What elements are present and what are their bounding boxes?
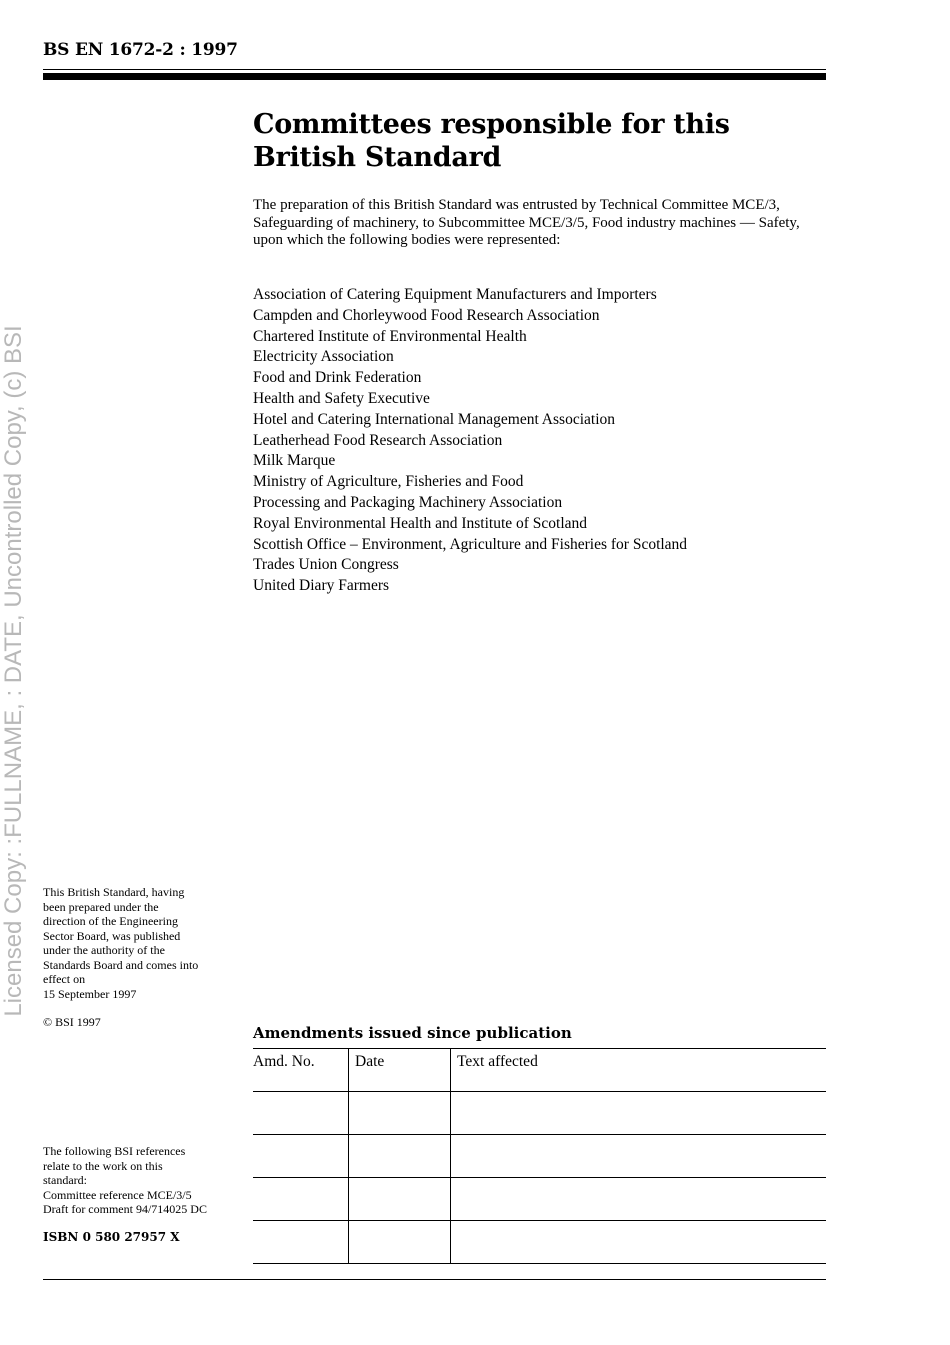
- table-cell: [451, 1178, 827, 1221]
- publication-line: been prepared under the: [43, 899, 159, 914]
- list-item: Food and Drink Federation: [253, 369, 422, 387]
- title-line-1: Committees responsible for this: [253, 109, 730, 140]
- list-item: Health and Safety Executive: [253, 389, 430, 407]
- draft-reference: Draft for comment 94/714025 DC: [43, 1202, 207, 1216]
- list-item: Milk Marque: [253, 452, 336, 470]
- table-row: [253, 1178, 826, 1221]
- publication-line: This British Standard, having: [43, 885, 185, 899]
- table-row: [253, 1135, 826, 1178]
- title-line-2: British Standard: [253, 142, 502, 173]
- footer-rule: [43, 1279, 826, 1280]
- publication-line: under the authority of the: [43, 943, 165, 957]
- amendments-title: Amendments issued since publication: [253, 1024, 572, 1042]
- list-item: Processing and Packaging Machinery Association: [253, 493, 563, 511]
- column-header-date: Date: [349, 1049, 451, 1092]
- copyright-notice: © BSI 1997: [43, 1015, 101, 1029]
- publication-line: effect on: [43, 972, 86, 986]
- table-cell: [451, 1092, 827, 1135]
- list-item: Trades Union Congress: [253, 556, 399, 574]
- committee-reference: Committee reference MCE/3/5: [43, 1187, 192, 1202]
- represented-bodies-list: [253, 285, 813, 597]
- table-cell: [253, 1221, 349, 1264]
- list-item: Scottish Office – Environment, Agriculture and Fisheries for Scotland: [253, 535, 688, 553]
- list-item: Campden and Chorleywood Food Research Association: [253, 306, 600, 324]
- column-header-amd-no: Amd. No.: [253, 1049, 349, 1092]
- table-row: [253, 1092, 826, 1135]
- header-thick-rule: [43, 73, 826, 80]
- reference-line: The following BSI references: [43, 1144, 186, 1158]
- table-cell: [253, 1092, 349, 1135]
- table-cell: [253, 1135, 349, 1178]
- bsi-references-note: [43, 1144, 233, 1217]
- reference-line: relate to the work on this: [43, 1158, 163, 1173]
- publication-line: direction of the Engineering: [43, 914, 178, 928]
- list-item: Leatherhead Food Research Association: [253, 431, 503, 449]
- isbn: ISBN 0 580 27957 X: [43, 1230, 180, 1244]
- list-item: Ministry of Agriculture, Fisheries and Food: [253, 473, 524, 491]
- column-header-text-affected: Text affected: [451, 1049, 827, 1092]
- table-cell: [349, 1178, 451, 1221]
- table-cell: [253, 1178, 349, 1221]
- table-cell: [451, 1135, 827, 1178]
- table-cell: [349, 1135, 451, 1178]
- list-item: Association of Catering Equipment Manufacturers and Importers: [253, 286, 657, 303]
- watermark-text: Licensed Copy: :FULLNAME, : DATE, Uncontrolled Copy, (c) BSI: [0, 325, 27, 1017]
- page-title: [253, 108, 813, 174]
- table-cell: [451, 1221, 827, 1264]
- publication-date: 15 September 1997: [43, 986, 137, 1001]
- list-item: Electricity Association: [253, 348, 394, 366]
- intro-paragraph: The preparation of this British Standard was entrusted by Technical Committee MCE/3, Safeguarding of machinery, to Subcommittee MCE/3/5, Food industry machines — Safety, upon which the following bodies were represented:: [253, 197, 800, 248]
- table-row: [253, 1221, 826, 1264]
- list-item: Chartered Institute of Environmental Health: [253, 327, 527, 345]
- header-thin-rule: [43, 69, 826, 70]
- list-item: United Diary Farmers: [253, 577, 390, 595]
- list-item: Royal Environmental Health and Institute of Scotland: [253, 514, 588, 532]
- publication-line: Standards Board and comes into: [43, 957, 199, 972]
- publication-line: Sector Board, was published: [43, 928, 181, 943]
- reference-line: standard:: [43, 1173, 87, 1187]
- amendments-table: [253, 1048, 826, 1264]
- table-cell: [349, 1221, 451, 1264]
- table-header-row: [253, 1049, 826, 1092]
- list-item: Hotel and Catering International Management Association: [253, 410, 615, 428]
- table-cell: [349, 1092, 451, 1135]
- document-code: BS EN 1672-2 : 1997: [43, 40, 238, 60]
- publication-note: [43, 885, 233, 1001]
